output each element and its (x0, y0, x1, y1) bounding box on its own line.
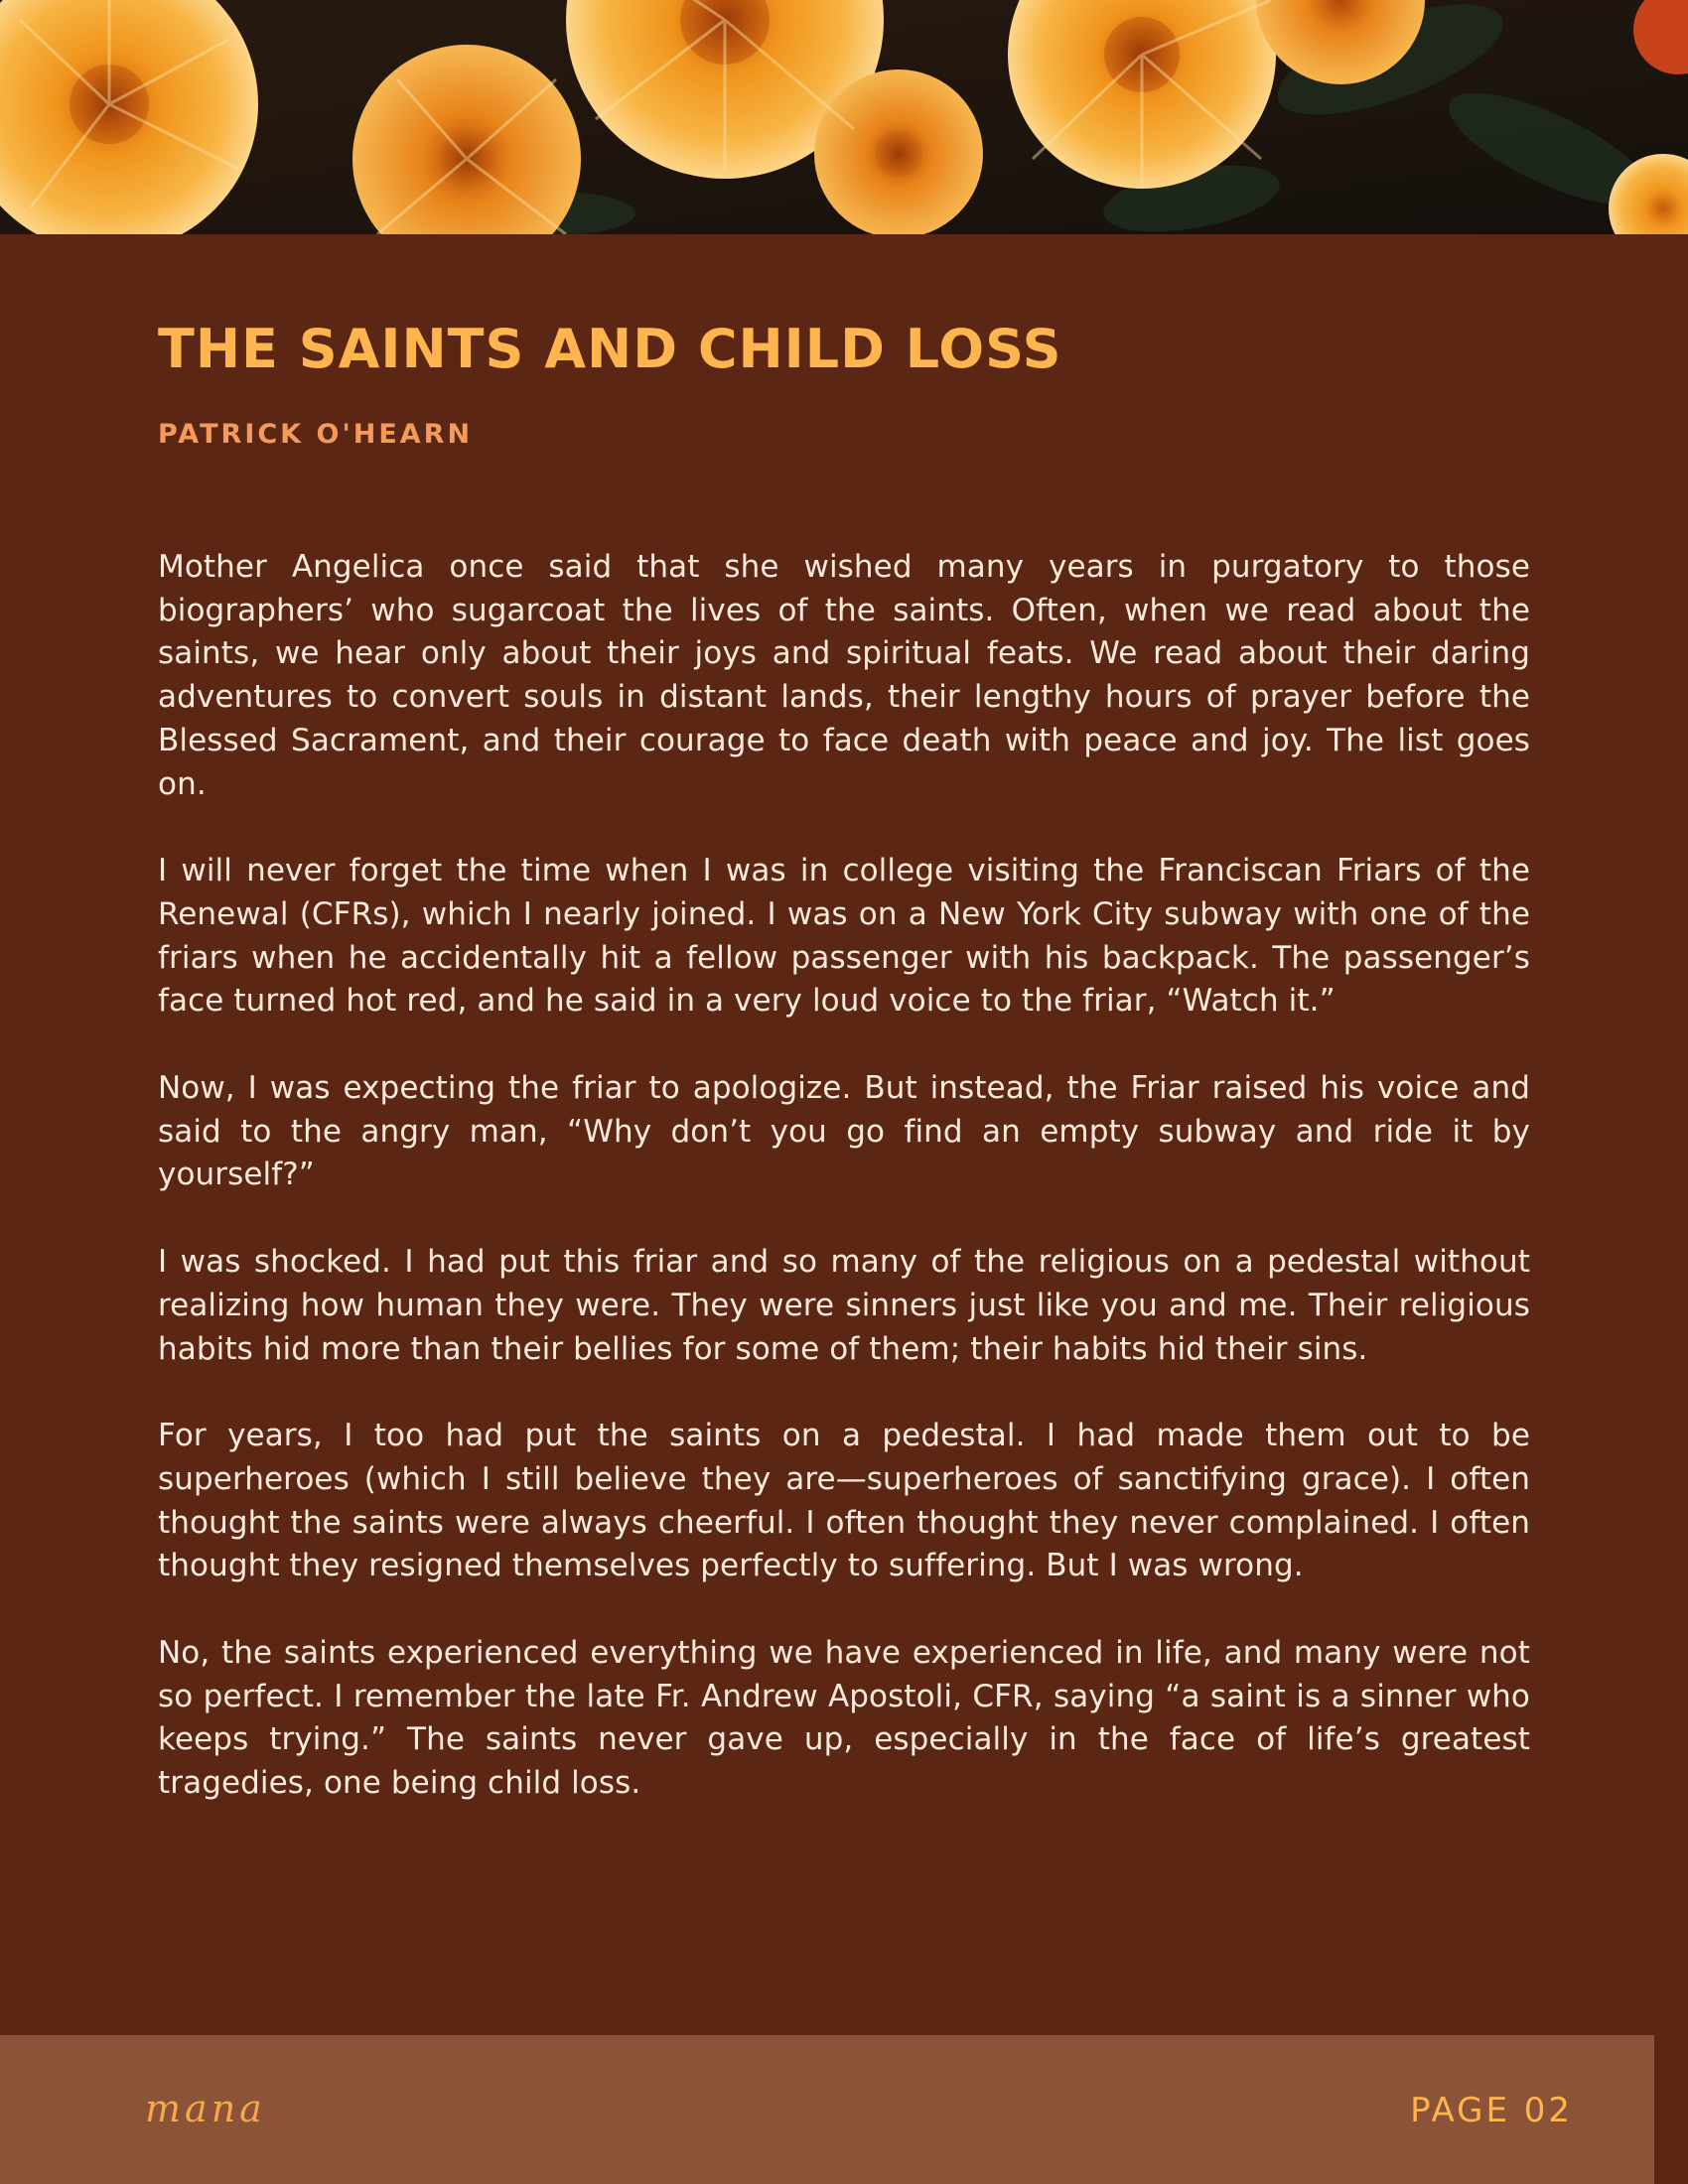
footer-bar (0, 2035, 1654, 2184)
paragraph-5: For years, I too had put the saints on a pedestal. I had made them out to be superheroes (which I still believe they are—superheroes of sanctifying grace). I often thought the saints were always cheerful. I often thought they never complained. I often thought they resigned themselves perfectly to suffering. But I was wrong. (158, 1418, 1530, 1584)
header-flower-image (0, 0, 1688, 234)
article-title: THE SAINTS AND CHILD LOSS (158, 318, 1062, 380)
paragraph-2: I will never forget the time when I was in college visiting the Franciscan Friars of the Renewal (CFRs), which I nearly joined. I was on a New York City subway with one of the friars when he accidentally hit a fellow passenger with his backpack. The passenger’s face turned hot red, and he said in a very loud voice to the friar, “Watch it.” (158, 853, 1530, 1020)
article-body (158, 546, 1530, 1806)
article-content (158, 316, 1530, 1849)
paragraph-4: I was shocked. I had put this friar and so many of the religious on a pedestal without realizing how human they were. They were sinners just like you and me. Their religious habits hid more than their bellies for some of them; their habits hid their sins. (158, 1244, 1530, 1367)
brand-logo: mana (145, 2087, 266, 2130)
paragraph-3: Now, I was expecting the friar to apologize. But instead, the Friar raised his voice and said to the angry man, “Why don’t you go find an empty subway and ride it by yourself?” (158, 1070, 1530, 1193)
article-author: PATRICK O'HEARN (158, 419, 474, 450)
flower-illustration (0, 0, 1688, 234)
paragraph-6: No, the saints experienced everything we have experienced in life, and many were not so perfect. I remember the late Fr. Andrew Apostoli, CFR, saying “a saint is a sinner who keeps trying.” The saints never gave up, especially in the face of life’s greatest tragedies, one being child loss. (158, 1635, 1530, 1802)
page-number: PAGE 02 (1410, 2091, 1573, 2130)
flower-4 (814, 69, 983, 234)
paragraph-1: Mother Angelica once said that she wished many years in purgatory to those biographers’ who sugarcoat the lives of the saints. Often, when we read about the saints, we hear only about their joys and spiritual feats. We read about their daring adventures to convert souls in distant lands, their lengthy hours of prayer before the Blessed Sacrament, and their courage to face death with peace and joy. The list goes on. (158, 549, 1530, 802)
